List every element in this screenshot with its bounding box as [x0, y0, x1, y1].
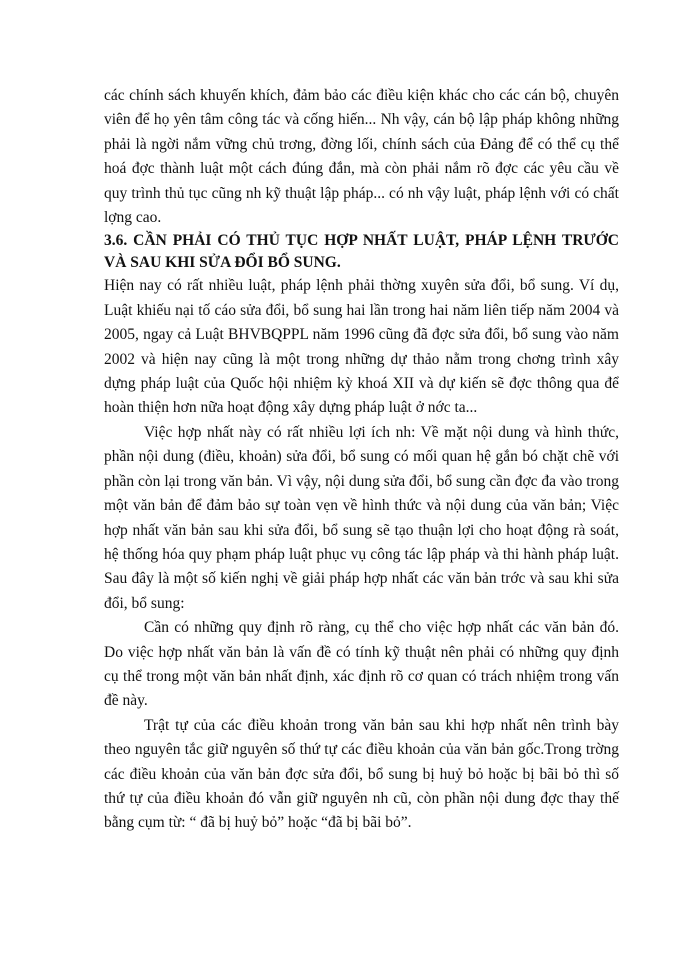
body-paragraph-4: Trật tự của các điều khoản trong văn bản sau khi hợp nhất nên trình bày theo nguyên tắc giữ nguyên số thứ tự các điều khoản của văn bản gốc.Trong trờng các điều khoản của văn bản đợc sửa đổi, bổ sung bị huỷ bỏ hoặc bị bãi bỏ thì số thứ tự của điều khoản đó vẫn giữ nguyên nh cũ, còn phần nội dung đợc thay thế bằng cụm từ: “ đã bị huỷ bỏ” hoặc “đã bị bãi bỏ”.	[104, 716, 619, 832]
body-paragraph-1: Hiện nay có rất nhiều luật, pháp lệnh phải thờng xuyên sửa đổi, bổ sung. Ví dụ, Luật khiếu nại tố cáo sửa đổi, bổ sung hai lần trong hai năm liên tiếp năm 2004 và 2005, ngay cả Luật BHVBQPPL năm 1996 cũng đã đợc sửa đổi, bổ sung vào năm 2002 và hiện nay cũng là một trong những dự thảo nằm trong chơng trình xây dựng pháp luật của Quốc hội nhiệm kỳ khoá XII và dự kiến sẽ đợc thông qua để hoàn thiện hơn nữa hoạt động xây dựng pháp luật ở nớc ta...	[104, 277, 619, 417]
section-heading: 3.6. CẦN PHẢI CÓ THỦ TỤC HỢP NHẤT LUẬT, PHÁP LỆNH TRƯỚC VÀ SAU KHI SỬA ĐỔI BỔ SUNG.	[104, 232, 619, 272]
body-paragraph-3: Cần có những quy định rõ ràng, cụ thể cho việc hợp nhất các văn bản đó. Do việc hợp nhất văn bản là vấn đề có tính kỹ thuật nên phải có những quy định cụ thể trong một văn bản nhất định, xác định rõ cơ quan có trách nhiệm trong vấn đề này.	[104, 619, 619, 710]
document-page	[104, 84, 619, 836]
intro-paragraph: các chính sách khuyến khích, đảm bảo các điều kiện khác cho các cán bộ, chuyên viên để họ yên tâm công tác và cống hiến... Nh vậy, cán bộ lập pháp không những phải là ngời nắm vững chủ trơng, đờng lối, chính sách của Đảng để có thể cụ thể hoá đợc thành luật một cách đúng đắn, mà còn phải nắm rõ đợc các yêu cầu về quy trình thủ tục cũng nh kỹ thuật lập pháp... có nh vậy luật, pháp lệnh với có chất lợng cao.	[104, 87, 619, 227]
body-paragraph-2: Việc hợp nhất này có rất nhiều lợi ích nh: Về mặt nội dung và hình thức, phần nội dung (điều, khoản) sửa đổi, bổ sung có mối quan hệ gắn bó chặt chẽ với phần còn lại trong văn bản. Vì vậy, nội dung sửa đổi, bổ sung cần đợc đa vào trong một văn bản để đảm bảo sự toàn vẹn về hình thức và nội dung của văn bản; Việc hợp nhất văn bản sau khi sửa đổi, bổ sung sẽ tạo thuận lợi cho hoạt động rà soát, hệ thống hóa quy phạm pháp luật phục vụ công tác lập pháp và thi hành pháp luật. Sau đây là một số kiến nghị về giải pháp hợp nhất các văn bản trớc và sau khi sửa đổi, bổ sung:	[104, 423, 619, 612]
